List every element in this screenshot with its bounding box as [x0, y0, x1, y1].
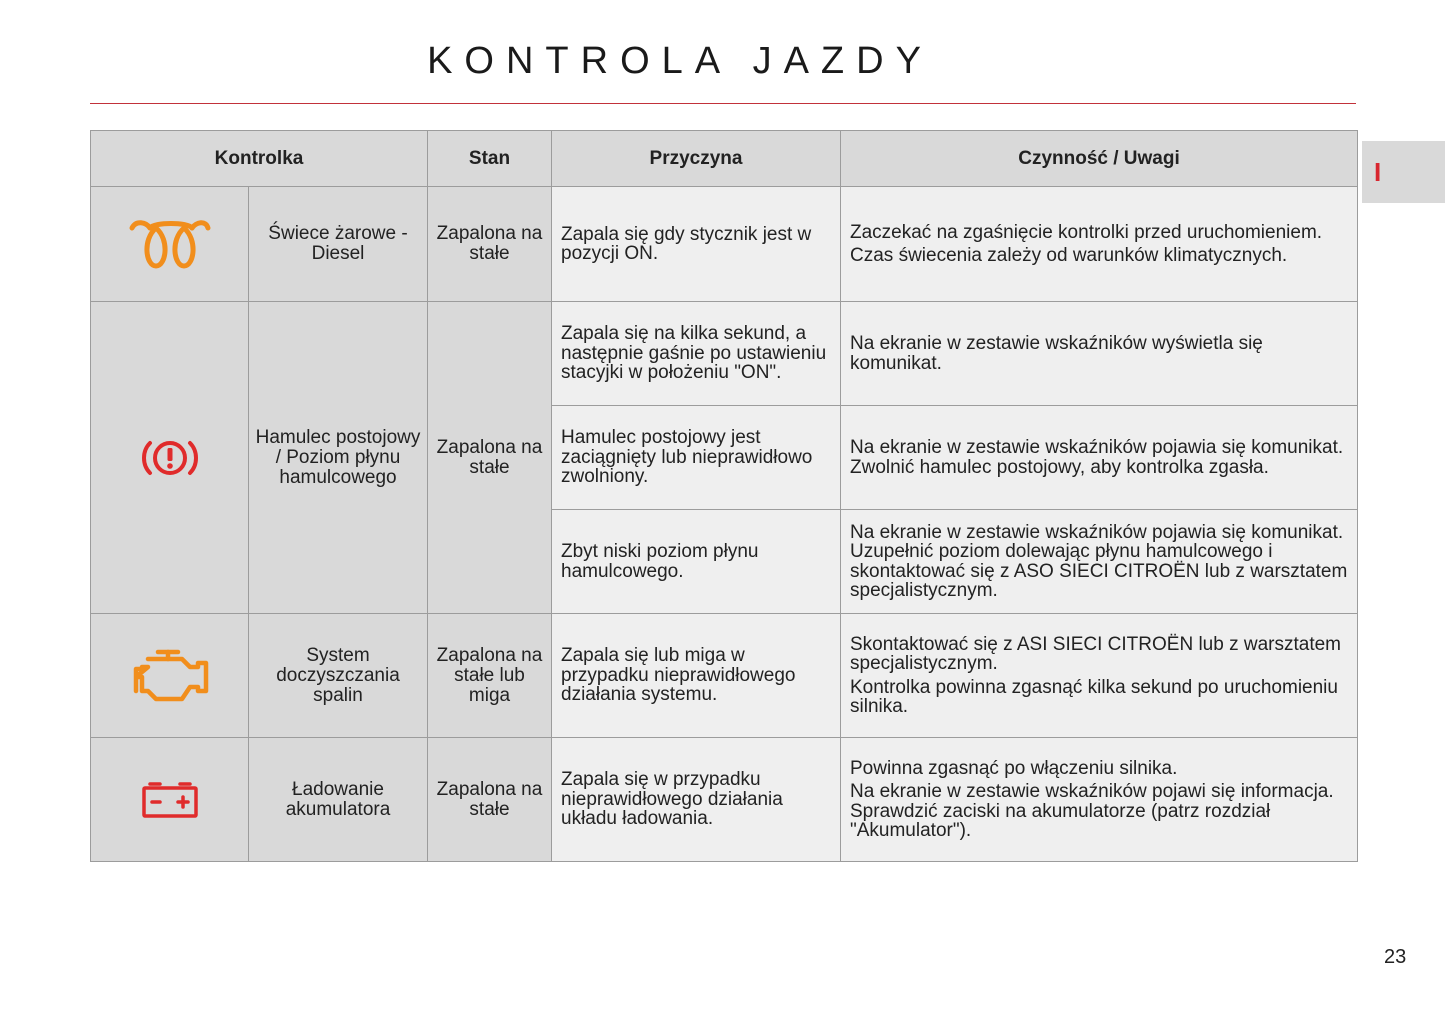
- indicator-state: Zapalona na stałe: [428, 302, 552, 614]
- action-paragraph: Na ekranie w zestawie wskaźników pojawia się komunikat. Uzupełnić poziom dolewając płynu hamulcowego i skontaktować się z ASO SIECI CITROËN lub z warsztatem specjalistycznym.: [850, 521, 1348, 601]
- indicator-cause: Zapala się w przypadku nieprawidłowego działania układu ładowania.: [552, 738, 841, 862]
- indicator-name: System doczyszczania spalin: [249, 614, 428, 738]
- indicator-action: [841, 406, 1358, 510]
- indicator-cause: Zapala się lub miga w przypadku nieprawidłowego działania systemu.: [552, 614, 841, 738]
- warning-lights-table: [90, 130, 1358, 862]
- page-title: KONTROLA JAZDY: [427, 40, 933, 82]
- indicator-state: Zapalona na stałe: [428, 187, 552, 302]
- title-divider: [90, 103, 1356, 104]
- indicator-action: [841, 187, 1358, 302]
- action-paragraph: Na ekranie w zestawie wskaźników wyświetla się komunikat.: [850, 333, 1263, 374]
- action-paragraph: Czas świecenia zależy od warunków klimatycznych.: [850, 245, 1288, 266]
- indicator-cause: Zapala się gdy stycznik jest w pozycji ON.: [552, 187, 841, 302]
- indicator-name: Hamulec postojowy / Poziom płynu hamulcowego: [249, 302, 428, 614]
- action-paragraph: Kontrolka powinna zgasnąć kilka sekund po uruchomieniu silnika.: [850, 676, 1338, 717]
- action-paragraph: Powinna zgasnąć po włączeniu silnika.: [850, 757, 1178, 779]
- icon-cell: [91, 302, 249, 614]
- column-header-czynnosc: Czynność / Uwagi: [841, 131, 1358, 187]
- indicator-name: Świece żarowe - Diesel: [249, 187, 428, 302]
- table-row: [91, 187, 1358, 302]
- column-header-stan: Stan: [428, 131, 552, 187]
- engine-check-icon: [130, 667, 210, 684]
- indicator-action: [841, 614, 1358, 738]
- icon-cell: [91, 614, 249, 738]
- indicator-action: [841, 510, 1358, 614]
- action-paragraph: Na ekranie w zestawie wskaźników pojawi się informacja. Sprawdzić zaciski na akumulatorze (patrz rozdział "Akumulator").: [850, 781, 1334, 841]
- indicator-action: [841, 738, 1358, 862]
- table-row: [91, 614, 1358, 738]
- table-header-row: [91, 131, 1358, 187]
- indicator-name: Ładowanie akumulatora: [249, 738, 428, 862]
- indicator-state: Zapalona na stałe lub miga: [428, 614, 552, 738]
- action-paragraph: Na ekranie w zestawie wskaźników pojawia się komunikat. Zwolnić hamulec postojowy, aby kontrolka zgasła.: [850, 437, 1344, 478]
- icon-cell: [91, 738, 249, 862]
- icon-cell: [91, 187, 249, 302]
- indicator-state: Zapalona na stałe: [428, 738, 552, 862]
- section-tab[interactable]: I: [1362, 141, 1445, 203]
- parking-brake-icon: [140, 449, 200, 466]
- action-paragraph: Skontaktować się z ASI SIECI CITROËN lub z warsztatem specjalistycznym.: [850, 633, 1341, 674]
- glow-plug-icon: [128, 235, 212, 252]
- indicator-cause: Zbyt niski poziom płynu hamulcowego.: [552, 510, 841, 614]
- page-number: 23: [1384, 946, 1407, 968]
- column-header-przyczyna: Przyczyna: [552, 131, 841, 187]
- indicator-cause: Zapala się na kilka sekund, a następnie gaśnie po ustawieniu stacyjki w położeniu "ON".: [552, 302, 841, 406]
- indicator-cause: Hamulec postojowy jest zaciągnięty lub nieprawidłowo zwolniony.: [552, 406, 841, 510]
- column-header-kontrolka: Kontrolka: [91, 131, 428, 187]
- battery-icon: [140, 791, 200, 808]
- table-row: [91, 738, 1358, 862]
- action-paragraph: Zaczekać na zgaśnięcie kontrolki przed uruchomieniem.: [850, 221, 1323, 243]
- table-row: [91, 302, 1358, 406]
- indicator-action: [841, 302, 1358, 406]
